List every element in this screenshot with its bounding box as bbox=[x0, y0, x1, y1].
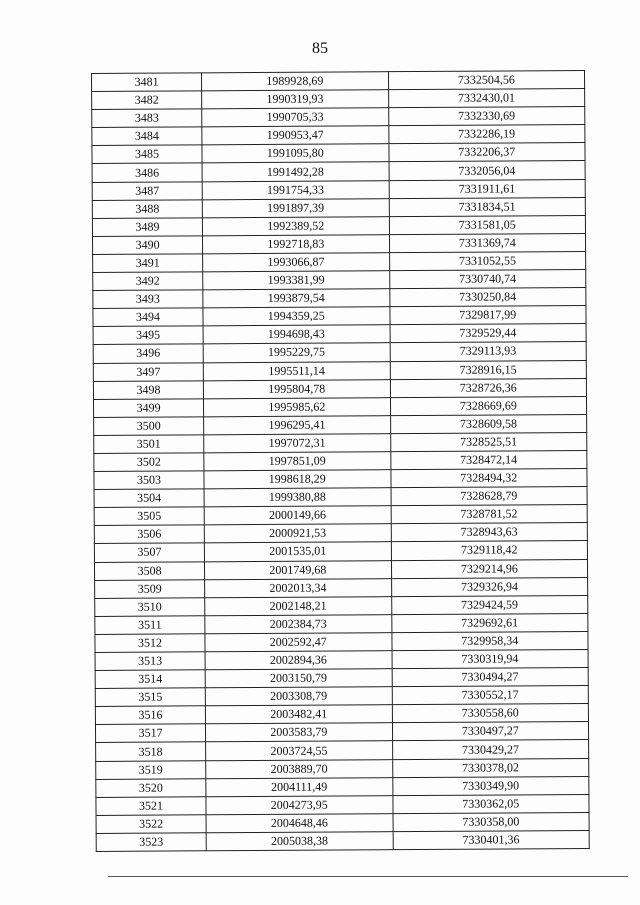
y-coordinate-cell: 7330401,36 bbox=[393, 830, 590, 849]
x-coordinate-cell: 1996295,41 bbox=[204, 415, 391, 434]
point-number-cell: 3493 bbox=[93, 290, 203, 309]
point-number-cell: 3487 bbox=[92, 181, 202, 200]
point-number-cell: 3509 bbox=[95, 579, 205, 598]
table-row bbox=[95, 595, 588, 616]
y-coordinate-cell: 7328525,51 bbox=[390, 432, 587, 451]
table-row bbox=[94, 487, 587, 508]
point-number-cell: 3499 bbox=[93, 399, 203, 418]
table-row bbox=[92, 125, 585, 146]
x-coordinate-cell: 2003583,79 bbox=[206, 723, 393, 742]
x-coordinate-cell: 1995804,78 bbox=[203, 379, 390, 398]
y-coordinate-cell: 7329958,34 bbox=[391, 631, 588, 650]
table-row bbox=[95, 631, 588, 652]
x-coordinate-cell: 1993879,54 bbox=[203, 289, 390, 308]
y-coordinate-cell: 7329118,42 bbox=[391, 541, 588, 560]
point-number-cell: 3492 bbox=[93, 272, 203, 291]
point-number-cell: 3523 bbox=[96, 833, 206, 852]
point-number-cell: 3497 bbox=[93, 362, 203, 381]
table-row bbox=[93, 324, 586, 345]
table-row bbox=[96, 830, 589, 851]
y-coordinate-cell: 7330362,05 bbox=[392, 794, 589, 813]
x-coordinate-cell: 2002148,21 bbox=[205, 596, 392, 615]
y-coordinate-cell: 7332504,56 bbox=[388, 70, 585, 89]
y-coordinate-cell: 7332430,01 bbox=[388, 89, 585, 108]
table-row bbox=[94, 450, 587, 471]
x-coordinate-cell: 1991095,80 bbox=[202, 144, 389, 163]
x-coordinate-cell: 2003724,55 bbox=[206, 741, 393, 760]
x-coordinate-cell: 1995229,75 bbox=[203, 343, 390, 362]
y-coordinate-cell: 7328943,63 bbox=[391, 523, 588, 542]
table-row bbox=[96, 740, 589, 761]
point-number-cell: 3490 bbox=[92, 236, 202, 255]
x-coordinate-cell: 1994359,25 bbox=[203, 307, 390, 326]
point-number-cell: 3502 bbox=[94, 453, 204, 472]
y-coordinate-cell: 7332330,69 bbox=[388, 107, 585, 126]
x-coordinate-cell: 2002894,36 bbox=[205, 651, 392, 670]
point-number-cell: 3484 bbox=[92, 127, 202, 146]
table-row bbox=[95, 722, 588, 743]
point-number-cell: 3508 bbox=[94, 561, 204, 580]
point-number-cell: 3507 bbox=[94, 543, 204, 562]
x-coordinate-cell: 2003889,70 bbox=[206, 759, 393, 778]
y-coordinate-cell: 7329817,99 bbox=[389, 306, 586, 325]
x-coordinate-cell: 1991492,28 bbox=[202, 162, 389, 181]
x-coordinate-cell: 1990705,33 bbox=[202, 108, 389, 127]
x-coordinate-cell: 1991897,39 bbox=[202, 198, 389, 217]
y-coordinate-cell: 7328781,52 bbox=[391, 505, 588, 524]
y-coordinate-cell: 7330250,84 bbox=[389, 288, 586, 307]
y-coordinate-cell: 7330497,27 bbox=[392, 722, 589, 741]
point-number-cell: 3486 bbox=[92, 163, 202, 182]
point-number-cell: 3488 bbox=[92, 199, 202, 218]
x-coordinate-cell: 1999380,88 bbox=[204, 488, 391, 507]
table-row bbox=[96, 776, 589, 797]
x-coordinate-cell: 1995985,62 bbox=[204, 397, 391, 416]
point-number-cell: 3491 bbox=[93, 254, 203, 273]
table-row bbox=[95, 668, 588, 689]
bottom-rule bbox=[108, 876, 628, 877]
point-number-cell: 3504 bbox=[94, 489, 204, 508]
y-coordinate-cell: 7330740,74 bbox=[389, 270, 586, 289]
y-coordinate-cell: 7330494,27 bbox=[392, 668, 589, 687]
y-coordinate-cell: 7328916,15 bbox=[390, 360, 587, 379]
table-row bbox=[92, 70, 585, 91]
point-number-cell: 3498 bbox=[93, 380, 203, 399]
y-coordinate-cell: 7328628,79 bbox=[391, 487, 588, 506]
y-coordinate-cell: 7329214,96 bbox=[391, 559, 588, 578]
table-row bbox=[95, 577, 588, 598]
x-coordinate-cell: 2004648,46 bbox=[206, 814, 393, 833]
x-coordinate-cell: 1995511,14 bbox=[203, 361, 390, 380]
coordinates-table bbox=[91, 70, 590, 852]
point-number-cell: 3489 bbox=[92, 218, 202, 237]
page-number: 85 bbox=[312, 40, 328, 57]
x-coordinate-cell: 2000149,66 bbox=[204, 506, 391, 525]
x-coordinate-cell: 1997072,31 bbox=[204, 434, 391, 453]
table-row bbox=[93, 360, 586, 381]
table-row bbox=[93, 378, 586, 399]
x-coordinate-cell: 1997851,09 bbox=[204, 452, 391, 471]
point-number-cell: 3511 bbox=[95, 616, 205, 635]
table-row bbox=[93, 270, 586, 291]
y-coordinate-cell: 7332286,19 bbox=[388, 125, 585, 144]
y-coordinate-cell: 7329113,93 bbox=[390, 342, 587, 361]
point-number-cell: 3495 bbox=[93, 326, 203, 345]
table-row bbox=[94, 541, 587, 562]
y-coordinate-cell: 7331052,55 bbox=[389, 251, 586, 270]
y-coordinate-cell: 7330349,90 bbox=[392, 776, 589, 795]
table-row bbox=[92, 233, 585, 254]
point-number-cell: 3514 bbox=[95, 670, 205, 689]
x-coordinate-cell: 1992718,83 bbox=[203, 235, 390, 254]
y-coordinate-cell: 7330429,27 bbox=[392, 740, 589, 759]
y-coordinate-cell: 7331369,74 bbox=[389, 233, 586, 252]
x-coordinate-cell: 2002013,34 bbox=[205, 578, 392, 597]
point-number-cell: 3518 bbox=[96, 742, 206, 761]
x-coordinate-cell: 2001535,01 bbox=[204, 542, 391, 561]
x-coordinate-cell: 2004111,49 bbox=[206, 777, 393, 796]
table-row bbox=[92, 107, 585, 128]
point-number-cell: 3501 bbox=[94, 435, 204, 454]
y-coordinate-cell: 7328669,69 bbox=[390, 396, 587, 415]
x-coordinate-cell: 1998618,29 bbox=[204, 470, 391, 489]
table-row bbox=[93, 342, 586, 363]
x-coordinate-cell: 1991754,33 bbox=[202, 180, 389, 199]
table-row bbox=[94, 523, 587, 544]
point-number-cell: 3516 bbox=[95, 706, 205, 725]
x-coordinate-cell: 1989928,69 bbox=[202, 72, 389, 91]
point-number-cell: 3512 bbox=[95, 634, 205, 653]
y-coordinate-cell: 7328472,14 bbox=[390, 450, 587, 469]
table-row bbox=[93, 396, 586, 417]
x-coordinate-cell: 2004273,95 bbox=[206, 795, 393, 814]
y-coordinate-cell: 7331834,51 bbox=[389, 197, 586, 216]
y-coordinate-cell: 7328494,32 bbox=[390, 469, 587, 488]
table-row bbox=[92, 197, 585, 218]
table-row bbox=[95, 613, 588, 634]
y-coordinate-cell: 7330378,02 bbox=[392, 758, 589, 777]
point-number-cell: 3483 bbox=[92, 109, 202, 128]
y-coordinate-cell: 7331911,61 bbox=[389, 179, 586, 198]
y-coordinate-cell: 7328609,58 bbox=[390, 414, 587, 433]
point-number-cell: 3521 bbox=[96, 797, 206, 816]
point-number-cell: 3513 bbox=[95, 652, 205, 671]
point-number-cell: 3481 bbox=[92, 73, 202, 92]
y-coordinate-cell: 7332056,04 bbox=[389, 161, 586, 180]
point-number-cell: 3517 bbox=[95, 724, 205, 743]
x-coordinate-cell: 2002384,73 bbox=[205, 614, 392, 633]
table-row bbox=[95, 704, 588, 725]
table-row bbox=[93, 306, 586, 327]
table-row bbox=[95, 686, 588, 707]
point-number-cell: 3519 bbox=[96, 760, 206, 779]
y-coordinate-cell: 7330319,94 bbox=[392, 649, 589, 668]
point-number-cell: 3510 bbox=[95, 598, 205, 617]
table-row bbox=[94, 432, 587, 453]
y-coordinate-cell: 7329529,44 bbox=[390, 324, 587, 343]
point-number-cell: 3494 bbox=[93, 308, 203, 327]
table-row bbox=[95, 649, 588, 670]
point-number-cell: 3503 bbox=[94, 471, 204, 490]
point-number-cell: 3500 bbox=[94, 417, 204, 436]
x-coordinate-cell: 1994698,43 bbox=[203, 325, 390, 344]
point-number-cell: 3485 bbox=[92, 145, 202, 164]
x-coordinate-cell: 1993066,87 bbox=[203, 253, 390, 272]
table-row bbox=[94, 469, 587, 490]
point-number-cell: 3482 bbox=[92, 91, 202, 110]
point-number-cell: 3506 bbox=[94, 525, 204, 544]
table-row bbox=[96, 758, 589, 779]
x-coordinate-cell: 2002592,47 bbox=[205, 633, 392, 652]
table-row bbox=[92, 215, 585, 236]
x-coordinate-cell: 2003150,79 bbox=[205, 669, 392, 688]
point-number-cell: 3520 bbox=[96, 778, 206, 797]
table-row bbox=[94, 559, 587, 580]
table-body bbox=[92, 70, 590, 851]
table-row bbox=[94, 505, 587, 526]
x-coordinate-cell: 2005038,38 bbox=[206, 832, 393, 851]
y-coordinate-cell: 7331581,05 bbox=[389, 215, 586, 234]
table-row bbox=[93, 251, 586, 272]
table-row bbox=[93, 288, 586, 309]
x-coordinate-cell: 1990953,47 bbox=[202, 126, 389, 145]
y-coordinate-cell: 7332206,37 bbox=[389, 143, 586, 162]
y-coordinate-cell: 7329424,59 bbox=[391, 595, 588, 614]
table-row bbox=[92, 143, 585, 164]
x-coordinate-cell: 2001749,68 bbox=[205, 560, 392, 579]
x-coordinate-cell: 2003482,41 bbox=[205, 705, 392, 724]
x-coordinate-cell: 1990319,93 bbox=[202, 90, 389, 109]
y-coordinate-cell: 7330558,60 bbox=[392, 704, 589, 723]
x-coordinate-cell: 1993381,99 bbox=[203, 271, 390, 290]
table-row bbox=[92, 89, 585, 110]
point-number-cell: 3505 bbox=[94, 507, 204, 526]
point-number-cell: 3522 bbox=[96, 815, 206, 834]
table-row bbox=[92, 161, 585, 182]
table-row bbox=[92, 179, 585, 200]
table-row bbox=[96, 812, 589, 833]
y-coordinate-cell: 7329692,61 bbox=[391, 613, 588, 632]
y-coordinate-cell: 7330552,17 bbox=[392, 686, 589, 705]
table-row bbox=[96, 794, 589, 815]
x-coordinate-cell: 1992389,52 bbox=[202, 216, 389, 235]
point-number-cell: 3515 bbox=[95, 688, 205, 707]
x-coordinate-cell: 2003308,79 bbox=[205, 687, 392, 706]
table-row bbox=[94, 414, 587, 435]
x-coordinate-cell: 2000921,53 bbox=[204, 524, 391, 543]
y-coordinate-cell: 7328726,36 bbox=[390, 378, 587, 397]
y-coordinate-cell: 7330358,00 bbox=[393, 812, 590, 831]
point-number-cell: 3496 bbox=[93, 344, 203, 363]
y-coordinate-cell: 7329326,94 bbox=[391, 577, 588, 596]
